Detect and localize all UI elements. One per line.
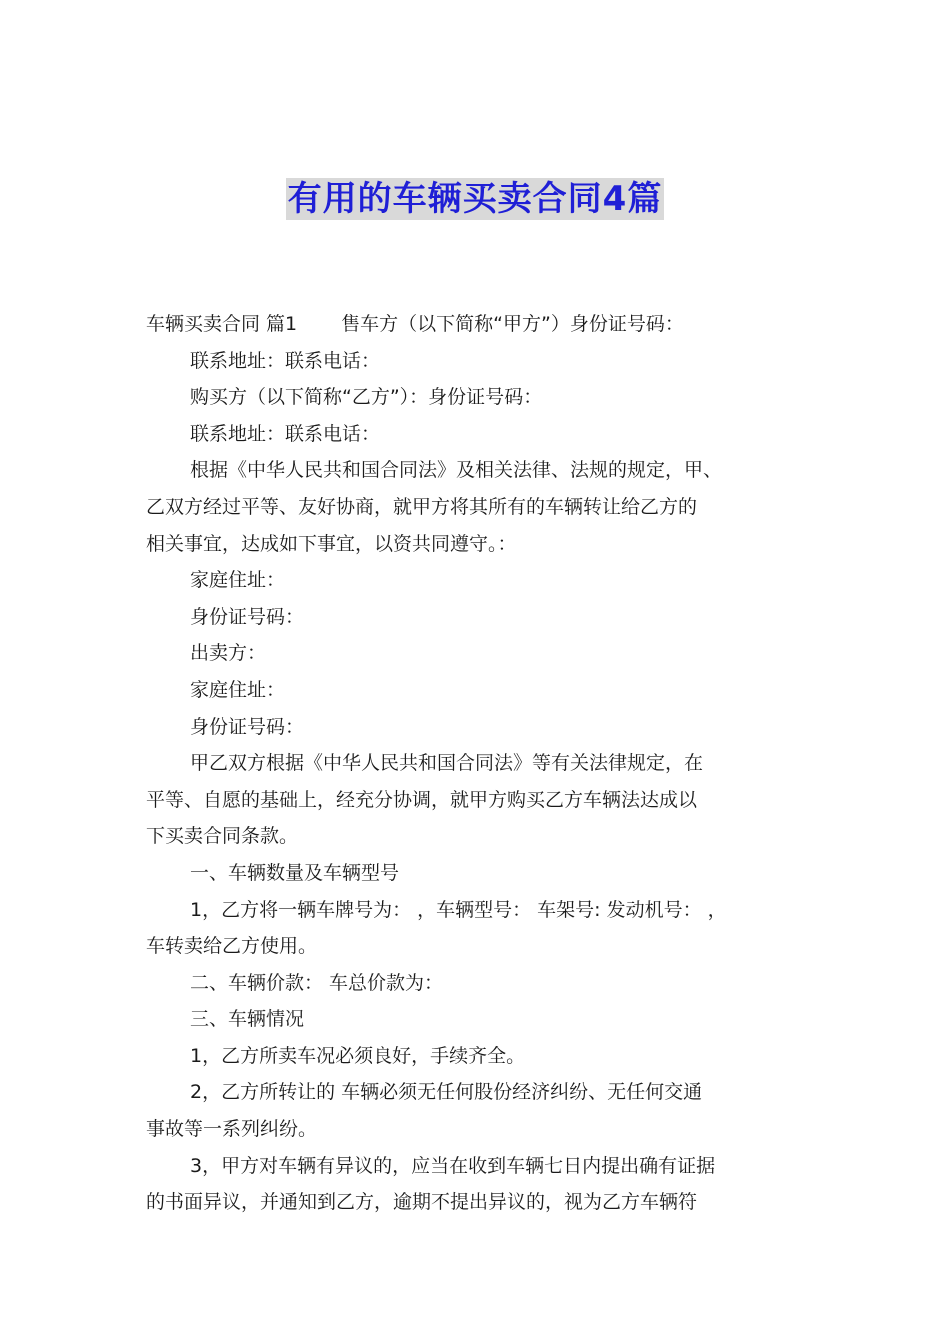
paragraph-line-20: 1，乙方所卖车况必须良好，手续齐全。 <box>190 1044 526 1067</box>
paragraph-line-3: 联系地址：联系电话： <box>190 422 381 445</box>
paragraph-line-4: 根据《中华人民共和国合同法》及相关法律、法规的规定，甲、 <box>190 459 723 482</box>
paragraph-line-10: 家庭住址： <box>190 678 286 701</box>
paragraph-line-22: 事故等一系列纠纷。 <box>146 1118 318 1141</box>
title-container <box>0 178 950 220</box>
paragraph-line-23: 3，甲方对车辆有异议的，应当在收到车辆七日内提出确有证据 <box>190 1154 716 1177</box>
document-title: 有用的车辆买卖合同4篇 <box>287 179 663 219</box>
paragraph-line-15: 一、车辆数量及车辆型号 <box>190 861 400 884</box>
paragraph-line-5: 乙双方经过平等、友好协商，就甲方将其所有的车辆转让给乙方的 <box>146 495 698 518</box>
paragraph-line-18: 二、车辆价款： 车总价款为： <box>190 971 444 994</box>
paragraph-line-8: 身份证号码： <box>190 605 305 628</box>
paragraph-line-9: 出卖方： <box>190 642 267 665</box>
paragraph-line-1: 联系地址：联系电话： <box>190 349 381 372</box>
line-text-tail: 售车方（以下简称“甲方”）身份证号码： <box>341 313 684 335</box>
paragraph-line-11: 身份证号码： <box>190 715 305 738</box>
line-text: 车辆买卖合同 篇1 <box>146 313 298 335</box>
document-body <box>146 306 810 1221</box>
paragraph-line-17: 车转卖给乙方使用。 <box>146 935 318 958</box>
paragraph-line-0 <box>146 306 810 343</box>
paragraph-line-7: 家庭住址： <box>190 569 286 592</box>
paragraph-line-2: 购买方（以下简称“乙方”）：身份证号码： <box>190 386 543 409</box>
paragraph-line-6: 相关事宜，达成如下事宜，以资共同遵守。： <box>146 532 517 555</box>
paragraph-line-12: 甲乙双方根据《中华人民共和国合同法》等有关法律规定，在 <box>190 752 704 775</box>
paragraph-line-19: 三、车辆情况 <box>190 1008 305 1031</box>
paragraph-line-13: 平等、自愿的基础上，经充分协调，就甲方购买乙方车辆法达成以 <box>146 788 698 811</box>
paragraph-line-14: 下买卖合同条款。 <box>146 825 299 848</box>
paragraph-line-21: 2，乙方所转让的 车辆必须无任何股份经济纠纷、无任何交通 <box>190 1081 703 1104</box>
paragraph-line-24: 的书面异议，并通知到乙方，逾期不提出异议的，视为乙方车辆符 <box>146 1191 698 1214</box>
paragraph-line-16: 1，乙方将一辆车牌号为： ，车辆型号： 车架号: 发动机号： ， <box>190 898 727 921</box>
